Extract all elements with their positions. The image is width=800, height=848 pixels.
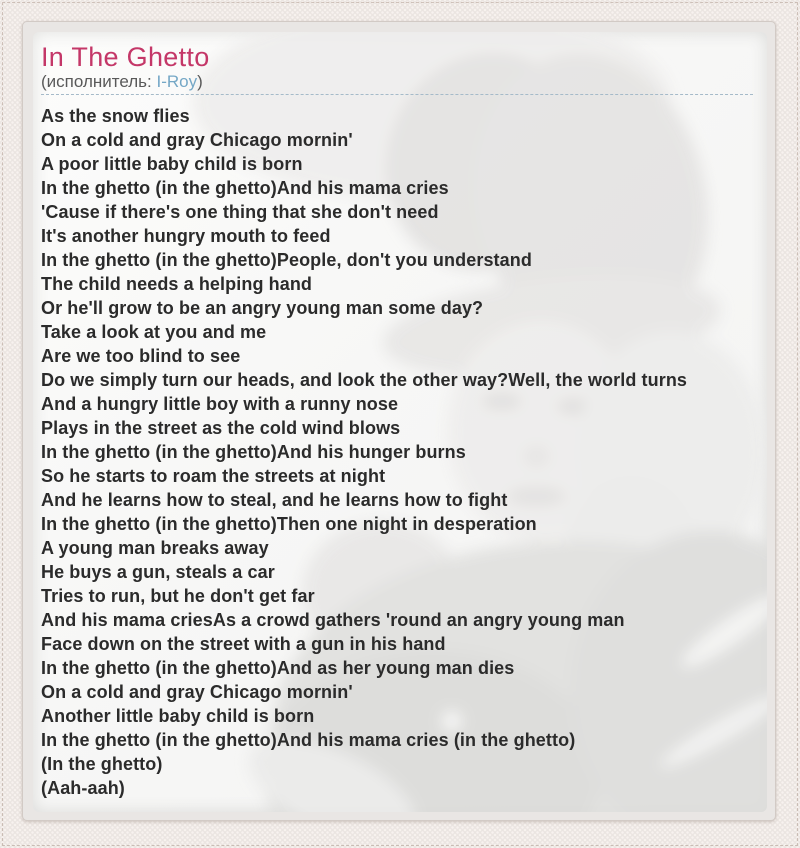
lyric-line: And he learns how to steal, and he learns how to fight <box>41 490 508 510</box>
lyrics-card <box>22 21 776 821</box>
lyric-line: And a hungry little boy with a runny nose <box>41 394 399 414</box>
lyric-line: As the snow flies <box>41 106 190 126</box>
lyric-line: He buys a gun, steals a car <box>41 562 275 582</box>
lyric-line: On a cold and gray Chicago mornin' <box>41 682 353 702</box>
lyric-line: And his mama criesAs a crowd gathers 'round an angry young man <box>41 610 625 630</box>
lyric-line: In the ghetto (in the ghetto)And his hunger burns <box>41 442 466 462</box>
lyric-line: 'Cause if there's one thing that she don't need <box>41 202 439 222</box>
lyric-line: Tries to run, but he don't get far <box>41 586 315 606</box>
lyric-line: Another little baby child is born <box>41 706 315 726</box>
lyric-line: In the ghetto (in the ghetto)People, don't you understand <box>41 250 532 270</box>
artist-line <box>41 72 753 91</box>
lyric-line: Face down on the street with a gun in his hand <box>41 634 446 654</box>
lyric-line: On a cold and gray Chicago mornin' <box>41 130 353 150</box>
lyric-line: Are we too blind to see <box>41 346 241 366</box>
artist-label: (исполнитель: <box>41 72 157 91</box>
lyric-line: The child needs a helping hand <box>41 274 313 294</box>
lyric-line: A poor little baby child is born <box>41 154 303 174</box>
lyric-line: A young man breaks away <box>41 538 269 558</box>
lyric-line: In the ghetto (in the ghetto)Then one night in desperation <box>41 514 537 534</box>
lyrics-content <box>33 32 767 800</box>
artist-link[interactable]: I-Roy <box>156 72 198 91</box>
lyric-line: It's another hungry mouth to feed <box>41 226 331 246</box>
lyric-line: So he starts to roam the streets at night <box>41 466 386 486</box>
lyric-line: (In the ghetto) <box>41 754 163 774</box>
lyric-line: (Aah-aah) <box>41 778 125 798</box>
lyric-line: In the ghetto (in the ghetto)And his mama cries (in the ghetto) <box>41 730 576 750</box>
lyric-line: Take a look at you and me <box>41 322 267 342</box>
lyric-line: Or he'll grow to be an angry young man some day? <box>41 298 484 318</box>
dashed-separator <box>41 94 753 95</box>
artist-label-suffix: ) <box>197 72 203 91</box>
lyric-line: In the ghetto (in the ghetto)And his mama cries <box>41 178 449 198</box>
lyric-line: Plays in the street as the cold wind blows <box>41 418 401 438</box>
lyric-line: In the ghetto (in the ghetto)And as her young man dies <box>41 658 515 678</box>
lyrics-text <box>41 104 753 800</box>
lyrics-paper <box>33 32 767 812</box>
song-title: In The Ghetto <box>41 42 210 72</box>
lyric-line: Do we simply turn our heads, and look the other way?Well, the world turns <box>41 370 688 390</box>
